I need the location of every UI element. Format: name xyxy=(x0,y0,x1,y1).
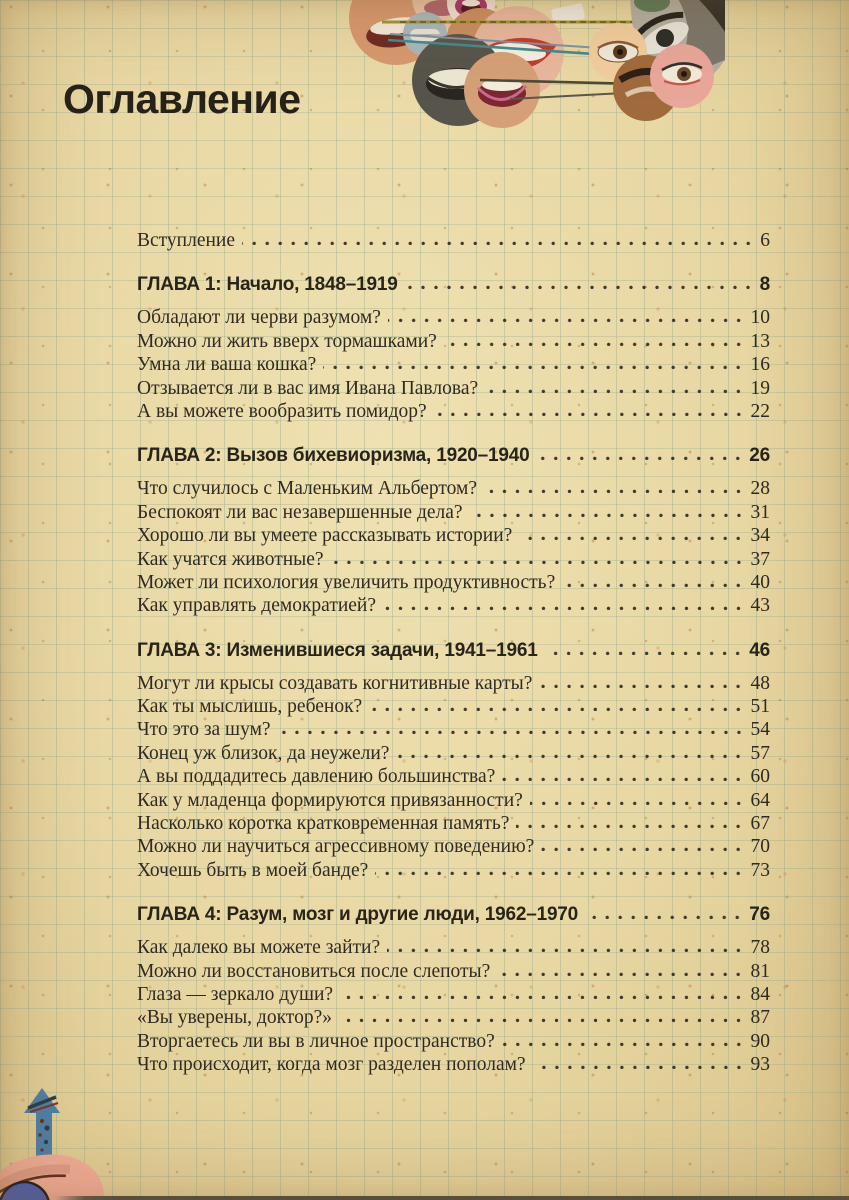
entry-title: «Вы уверены, доктор?» xyxy=(137,1007,332,1029)
page-edge-shadow xyxy=(55,1196,849,1200)
page-number: 64 xyxy=(750,789,770,811)
toc-entry-row xyxy=(137,836,770,859)
entry-title: Могут ли крысы создавать когнитивные карты? xyxy=(137,672,533,694)
toc-entry-row xyxy=(137,354,770,377)
toc-entry-row xyxy=(137,984,770,1007)
dot-leader xyxy=(387,948,745,953)
toc-entry-row xyxy=(137,743,770,766)
page-number: 78 xyxy=(750,937,770,959)
dot-leader xyxy=(545,651,745,656)
toc-entry-row xyxy=(137,860,770,883)
page-number: 57 xyxy=(750,742,770,764)
dot-leader xyxy=(484,489,745,494)
page-number: 8 xyxy=(759,274,770,296)
toc-entry-row xyxy=(137,230,770,253)
up-arrow-icon xyxy=(24,1088,60,1161)
page-number: 43 xyxy=(750,595,770,617)
dot-leader xyxy=(444,342,746,347)
entry-title: А вы поддадитесь давлению большинства? xyxy=(137,766,496,788)
page-number: 13 xyxy=(750,330,770,352)
entry-title: Вступление xyxy=(137,230,236,251)
page-title: Оглавление xyxy=(63,76,301,122)
dot-leader xyxy=(396,754,745,759)
dot-leader xyxy=(516,824,745,829)
dot-leader xyxy=(502,777,745,782)
toc-entry-row xyxy=(137,525,770,548)
dot-leader xyxy=(434,412,746,417)
page-number: 67 xyxy=(750,813,770,835)
top-collage xyxy=(330,0,725,128)
page-number: 73 xyxy=(750,859,770,881)
entry-title: Как у младенца формируются привязанности? xyxy=(137,789,523,811)
toc-chapter-row xyxy=(137,274,770,298)
entry-title: Обладают ли черви разумом? xyxy=(137,307,381,329)
toc-entry-row xyxy=(137,401,770,424)
entry-title: Беспокоят ли вас незавершенные дела? xyxy=(137,501,463,523)
dot-leader xyxy=(519,536,745,541)
entry-title: А вы можете вообразить помидор? xyxy=(137,400,427,422)
entry-title: Вторгаетесь ли вы в личное пространство? xyxy=(137,1030,495,1052)
toc-entry-row xyxy=(137,549,770,572)
toc-entry-row xyxy=(137,766,770,789)
toc-entry-row xyxy=(137,572,770,595)
entry-title: Можно ли жить вверх тормашками? xyxy=(137,330,437,352)
page-number: 22 xyxy=(750,400,770,422)
dot-leader xyxy=(537,456,745,461)
mouth-cutout-icon xyxy=(464,52,540,128)
page-number: 19 xyxy=(750,377,770,399)
page-number: 40 xyxy=(750,571,770,593)
page-number: 6 xyxy=(760,230,770,251)
page-number: 48 xyxy=(750,672,770,694)
toc-entry-row xyxy=(137,502,770,525)
entry-title: Хорошо ли вы умеете рассказывать истории? xyxy=(137,525,513,547)
toc-entry-row xyxy=(137,1031,770,1054)
entry-title: Можно ли научиться агрессивному поведению? xyxy=(137,836,535,858)
toc-entry-row xyxy=(137,937,770,960)
page-number: 34 xyxy=(750,525,770,547)
chapter-title: ГЛАВА 2: Вызов бихевиоризма, 1920–1940 xyxy=(137,445,530,467)
chapter-title: ГЛАВА 3: Изменившиеся задачи, 1941–1961 xyxy=(137,639,538,661)
dot-leader xyxy=(485,389,745,394)
toc-entry-row xyxy=(137,790,770,813)
page-number: 26 xyxy=(749,445,770,467)
entry-title: Насколько коротка кратковременная память? xyxy=(137,813,510,835)
toc-entry-row xyxy=(137,1054,770,1077)
page-number: 90 xyxy=(750,1030,770,1052)
entry-title: Что это за шум? xyxy=(137,719,271,741)
chapter-title: ГЛАВА 4: Разум, мозг и другие люди, 1962–1970 xyxy=(137,904,579,926)
toc-chapter-row xyxy=(137,445,770,469)
toc-entry-row xyxy=(137,673,770,696)
toc-entry-row xyxy=(137,961,770,984)
page-number: 93 xyxy=(750,1054,770,1076)
arrow-eye-graphic xyxy=(0,1082,130,1200)
dot-leader xyxy=(530,801,746,806)
dot-leader xyxy=(375,871,745,876)
entry-title: Как ты мыслишь, ребенок? xyxy=(137,696,363,718)
page-number: 28 xyxy=(750,478,770,500)
toc-chapter-row xyxy=(137,904,770,928)
chapter-title: ГЛАВА 1: Начало, 1848–1919 xyxy=(137,274,398,296)
entry-title: Что происходит, когда мозг разделен пополам? xyxy=(137,1054,526,1076)
mouths-eyes-collage-graphic xyxy=(330,0,725,128)
dot-leader xyxy=(323,365,745,370)
page-number: 46 xyxy=(749,639,770,661)
eye-cutout-icon xyxy=(0,1138,117,1200)
page-number: 16 xyxy=(750,354,770,376)
dot-leader xyxy=(405,285,755,290)
dot-leader xyxy=(470,513,746,518)
dot-leader xyxy=(339,1018,746,1023)
entry-title: Может ли психология увеличить продуктивность? xyxy=(137,571,556,593)
entry-title: Глаза — зеркало души? xyxy=(137,983,334,1005)
dot-leader xyxy=(340,995,745,1000)
page-number: 76 xyxy=(749,904,770,926)
dot-leader xyxy=(533,1065,746,1070)
dot-leader xyxy=(369,707,745,712)
entry-title: Можно ли восстановиться после слепоты? xyxy=(137,960,491,982)
toc-entry-row xyxy=(137,378,770,401)
page-number: 60 xyxy=(750,766,770,788)
entry-title: Конец уж близок, да неужели? xyxy=(137,742,390,764)
page-number: 54 xyxy=(750,719,770,741)
toc-entry-row xyxy=(137,813,770,836)
toc-entry-row xyxy=(137,719,770,742)
toc-entry-row xyxy=(137,478,770,501)
entry-title: Как управлять демократией? xyxy=(137,595,377,617)
bottom-left-collage xyxy=(0,1082,130,1200)
entry-title: Что случилось с Маленьким Альбертом? xyxy=(137,478,478,500)
page-number: 70 xyxy=(750,836,770,858)
toc-chapter-row xyxy=(137,640,770,664)
dot-leader xyxy=(383,606,745,611)
entry-title: Умна ли ваша кошка? xyxy=(137,354,317,376)
page-number: 87 xyxy=(750,1007,770,1029)
page-number: 51 xyxy=(750,696,770,718)
dot-leader xyxy=(539,684,745,689)
entry-title: Отзывается ли в вас имя Ивана Павлова? xyxy=(137,377,479,399)
table-of-contents xyxy=(137,230,770,1078)
dot-leader xyxy=(497,972,745,977)
dot-leader xyxy=(562,583,745,588)
dot-leader xyxy=(242,241,755,246)
page-number: 81 xyxy=(750,960,770,982)
toc-entry-row xyxy=(137,696,770,719)
entry-title: Хочешь быть в моей банде? xyxy=(137,859,369,881)
dot-leader xyxy=(388,318,746,323)
dot-leader xyxy=(278,730,746,735)
eye-cutout-icon xyxy=(650,44,714,108)
toc-entry-row xyxy=(137,1007,770,1030)
page-number: 37 xyxy=(750,548,770,570)
page-number: 31 xyxy=(750,501,770,523)
toc-entry-row xyxy=(137,595,770,618)
toc-entry-row xyxy=(137,331,770,354)
dot-leader xyxy=(331,560,746,565)
entry-title: Как далеко вы можете зайти? xyxy=(137,937,381,959)
dot-leader xyxy=(541,847,745,852)
page-number: 10 xyxy=(750,307,770,329)
dot-leader xyxy=(585,915,744,920)
dot-leader xyxy=(502,1042,746,1047)
page-number: 84 xyxy=(750,983,770,1005)
toc-entry-row xyxy=(137,307,770,330)
entry-title: Как учатся животные? xyxy=(137,548,324,570)
